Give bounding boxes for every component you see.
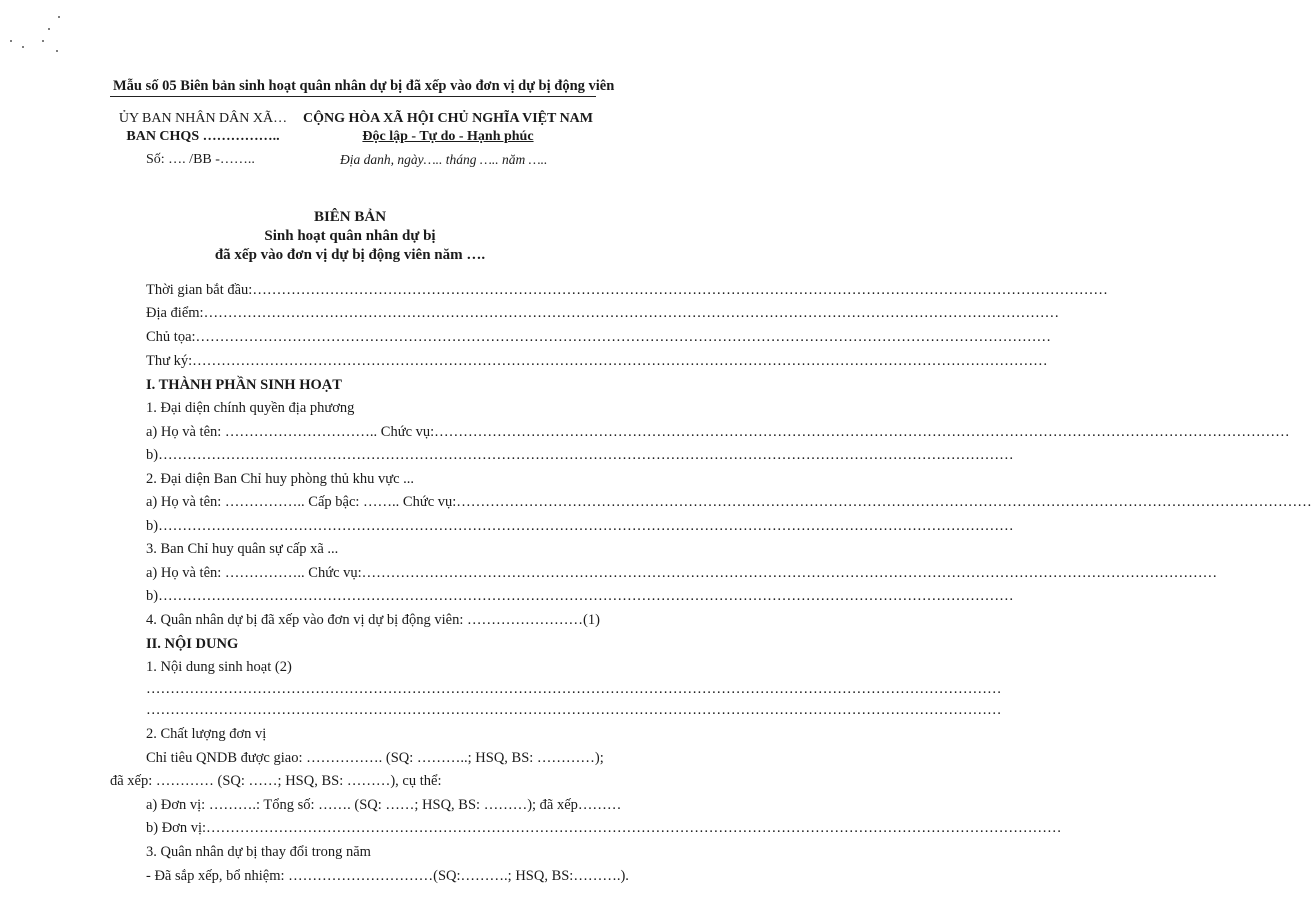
document-number: Số: …. /BB -…….. bbox=[146, 152, 255, 167]
section-1-item-2a: a) Họ và tên: …………….. Cấp bậc: …….. Chức vụ: …………………………………………………………………………………………………………………………………………………………… bbox=[146, 494, 1312, 510]
section-1-item-3a: a) Họ và tên: …………….. Chức vụ: …………………………………………………………………………………………………………………………………………………………… bbox=[146, 565, 1218, 581]
title-line-1: BIÊN BẢN bbox=[313, 209, 387, 225]
military-board: BAN CHQS …………….. bbox=[126, 129, 280, 144]
national-motto: Độc lập - Tự do - Hạnh phúc bbox=[362, 129, 534, 144]
section-1-item-1: 1. Đại diện chính quyền địa phương bbox=[146, 400, 355, 416]
section-1-item-1b: b) …………………………………………………………………………………………………………………………………………………………… bbox=[146, 447, 1014, 463]
quota-line-1: Chỉ tiêu QNDB được giao: ……………. (SQ: ………..; HSQ, BS: …………); bbox=[146, 750, 604, 766]
reassignment-line: - Đã sắp xếp, bổ nhiệm: …………………………(SQ:……….; HSQ, BS:……….). bbox=[146, 868, 629, 884]
section-1-heading: I. THÀNH PHẦN SINH HOẠT bbox=[146, 377, 342, 393]
section-1-item-4: 4. Quân nhân dự bị đã xếp vào đơn vị dự bị động viên: ……………………(1) bbox=[146, 612, 600, 628]
section-2-item-1: 1. Nội dung sinh hoạt (2) bbox=[146, 659, 292, 675]
section-1-item-3: 3. Ban Chỉ huy quân sự cấp xã ... bbox=[146, 541, 339, 557]
start-time-field: Thời gian bắt đầu: …………………………………………………………………………………………………………………………………………………………… bbox=[146, 282, 1108, 298]
chair-field: Chủ tọa: …………………………………………………………………………………………………………………………………………………………… bbox=[146, 329, 1052, 345]
content-dotted-line-1: …………………………………………………………………………………………………………………………………………………………… bbox=[146, 681, 1002, 697]
form-title: Mẫu số 05 Biên bản sinh hoạt quân nhân dự bị đã xếp vào đơn vị dự bị động viên bbox=[113, 78, 615, 94]
secretary-field: Thư ký: …………………………………………………………………………………………………………………………………………………………… bbox=[146, 353, 1048, 369]
left-header bbox=[118, 110, 288, 146]
quota-line-2: đã xếp: ………… (SQ: ……; HSQ, BS: ………), cụ thể: bbox=[110, 773, 442, 789]
section-2-item-2: 2. Chất lượng đơn vị bbox=[146, 726, 267, 742]
section-1-item-3b: b) …………………………………………………………………………………………………………………………………………………………… bbox=[146, 588, 1014, 604]
place-date: Địa danh, ngày….. tháng ….. năm ….. bbox=[340, 152, 548, 167]
section-2-heading: II. NỘI DUNG bbox=[146, 636, 239, 652]
section-2-item-3: 3. Quân nhân dự bị thay đổi trong năm bbox=[146, 844, 371, 860]
unit-a-line: a) Đơn vị: ……….: Tổng số: ……. (SQ: ……; HSQ, BS: ………); đã xếp……… bbox=[146, 797, 622, 813]
section-1-item-1a: a) Họ và tên: ………………………….. Chức vụ: …………………………………………………………………………………………………………………………………………………………… bbox=[146, 424, 1290, 440]
document-title bbox=[130, 208, 570, 265]
title-line-3: đã xếp vào đơn vị dự bị động viên năm …. bbox=[214, 247, 486, 263]
section-1-item-2b: b) …………………………………………………………………………………………………………………………………………………………… bbox=[146, 518, 1014, 534]
content-dotted-line-2: …………………………………………………………………………………………………………………………………………………………… bbox=[146, 702, 1002, 718]
country-name: CỘNG HÒA XÃ HỘI CHỦ NGHĨA VIỆT NAM bbox=[302, 111, 593, 126]
location-field: Địa điểm: …………………………………………………………………………………………………………………………………………………………… bbox=[146, 305, 1060, 321]
right-header bbox=[298, 110, 598, 146]
title-divider bbox=[110, 96, 596, 97]
section-1-item-2: 2. Đại diện Ban Chỉ huy phòng thủ khu vực ... bbox=[146, 471, 415, 487]
scan-specks bbox=[8, 10, 68, 60]
title-line-2: Sinh hoạt quân nhân dự bị bbox=[264, 228, 436, 244]
commune-committee: ỦY BAN NHÂN DÂN XÃ… bbox=[118, 111, 288, 126]
unit-b-line: b) Đơn vị: …………………………………………………………………………………………………………………………………………………………… bbox=[146, 820, 1062, 836]
